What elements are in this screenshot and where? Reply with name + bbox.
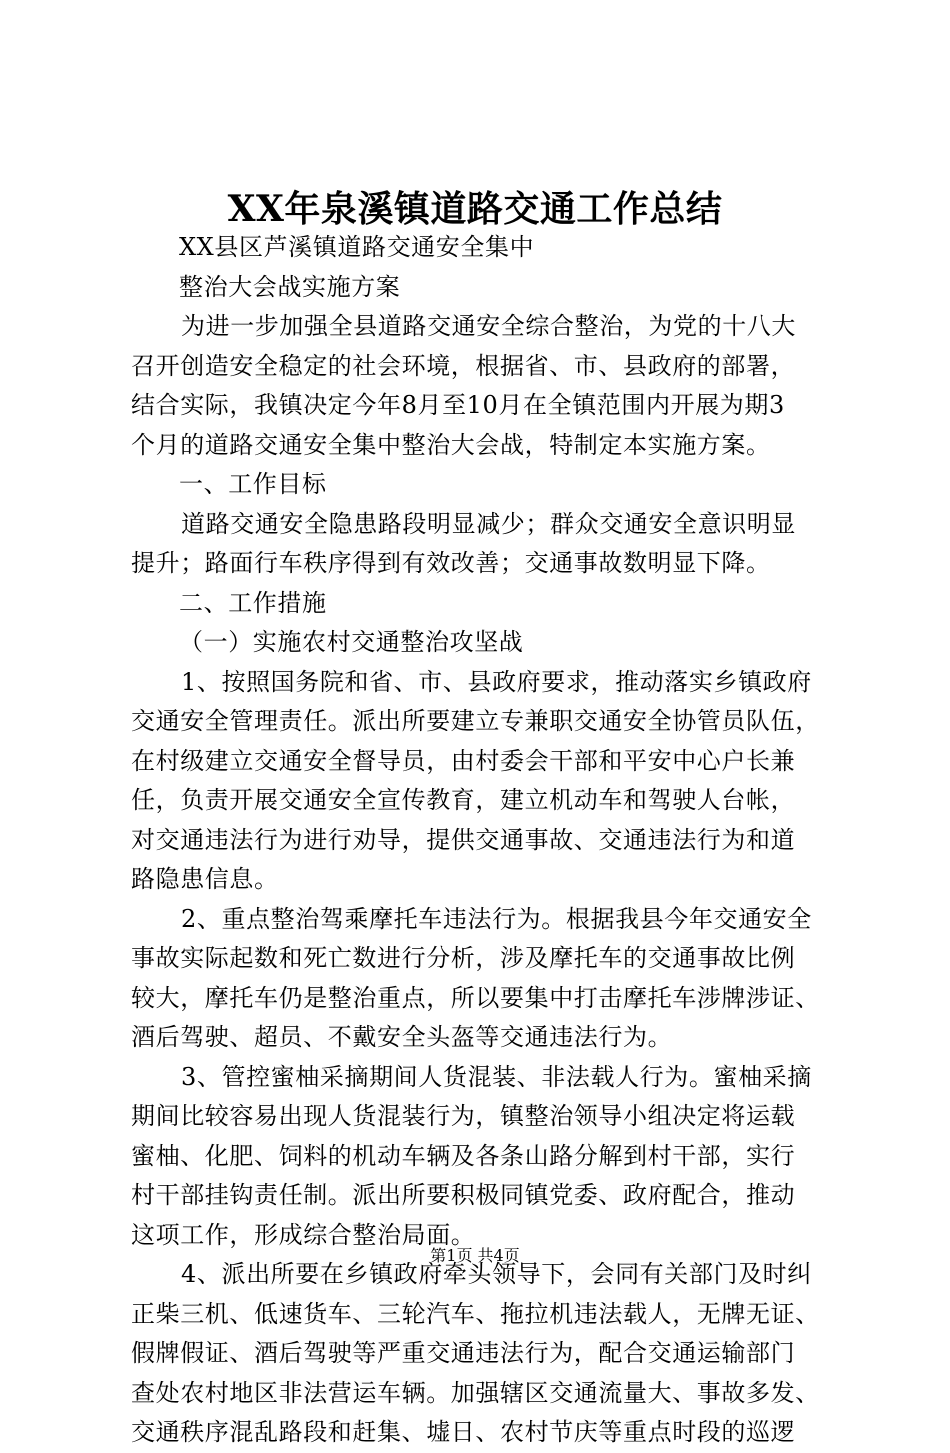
paragraph-line: 对交通违法行为进行劝导，提供交通事故、交通违法行为和道 [131,825,796,854]
document-title: XX年泉溪镇道路交通工作总结 [227,188,723,230]
document-body [131,228,837,1453]
paragraph-line: 假牌假证、酒后驾驶等严重交通违法行为，配合交通运输部门 [131,1339,796,1367]
paragraph-line: 提升；路面行车秩序得到有效改善；交通事故数明显下降。 [131,549,771,577]
section-heading: 二、工作措施 [179,588,327,617]
paragraph-line: 正柴三机、低速货车、三轮汽车、拖拉机违法载人，无牌无证、 [131,1299,820,1328]
paragraph-line: 交通安全管理责任。派出所要建立专兼职交通安全协管员队伍， [131,707,820,735]
paragraph-line: 村干部挂钩责任制。派出所要积极同镇党委、政府配合，推动 [131,1181,796,1209]
paragraph-line: 较大，摩托车仍是整治重点，所以要集中打击摩托车涉牌涉证、 [131,983,820,1012]
paragraph-line: 1、按照国务院和省、市、县政府要求，推动落实乡镇政府 [181,667,812,696]
paragraph-line: 为进一步加强全县道路交通安全综合整治，为党的十八大 [181,312,796,340]
paragraph-line: 路隐患信息。 [131,865,279,893]
paragraph-line: 3、管控蜜柚采摘期间人货混装、非法载人行为。蜜柚采摘 [181,1062,812,1091]
paragraph-line: 交通秩序混乱路段和赶集、墟日、农村节庆等重点时段的巡逻 [131,1418,796,1446]
paragraph-line: 期间比较容易出现人货混装行为，镇整治领导小组决定将运载 [131,1102,796,1130]
subtitle-line-2: 整治大会战实施方案 [179,272,401,301]
paragraph-line: 查处农村地区非法营运车辆。加强辖区交通流量大、事故多发、 [131,1378,820,1407]
paragraph-line: 召开创造安全稳定的社会环境，根据省、市、县政府的部署， [131,351,796,380]
paragraph-line: 任，负责开展交通安全宣传教育，建立机动车和驾驶人台帐， [131,786,796,814]
paragraph-line: 这项工作，形成综合整治局面。 [131,1220,476,1249]
section-heading: 一、工作目标 [179,470,327,498]
page-footer: 第1页 共4页 [430,1246,520,1265]
paragraph-line: 2、重点整治驾乘摩托车违法行为。根据我县今年交通安全 [181,904,812,933]
subsection-heading: （一）实施农村交通整治攻坚战 [179,628,524,656]
paragraph-line: 事故实际起数和死亡数进行分析，涉及摩托车的交通事故比例 [131,944,796,972]
paragraph-line: 结合实际，我镇决定今年8月至10月在全镇范围内开展为期3 [131,391,785,419]
paragraph-line: 在村级建立交通安全督导员，由村委会干部和平安中心户长兼 [131,746,796,775]
subtitle-line-1: XX县区芦溪镇道路交通安全集中 [179,233,535,261]
paragraph-line: 道路交通安全隐患路段明显减少；群众交通安全意识明显 [181,509,796,538]
paragraph-line: 个月的道路交通安全集中整治大会战，特制定本实施方案。 [131,430,771,459]
paragraph-line: 4、派出所要在乡镇政府牵头领导下，会同有关部门及时纠 [181,1260,812,1288]
paragraph-line: 酒后驾驶、超员、不戴安全头盔等交通违法行为。 [131,1023,673,1051]
paragraph-line: 蜜柚、化肥、饲料的机动车辆及各条山路分解到村干部，实行 [131,1141,796,1170]
